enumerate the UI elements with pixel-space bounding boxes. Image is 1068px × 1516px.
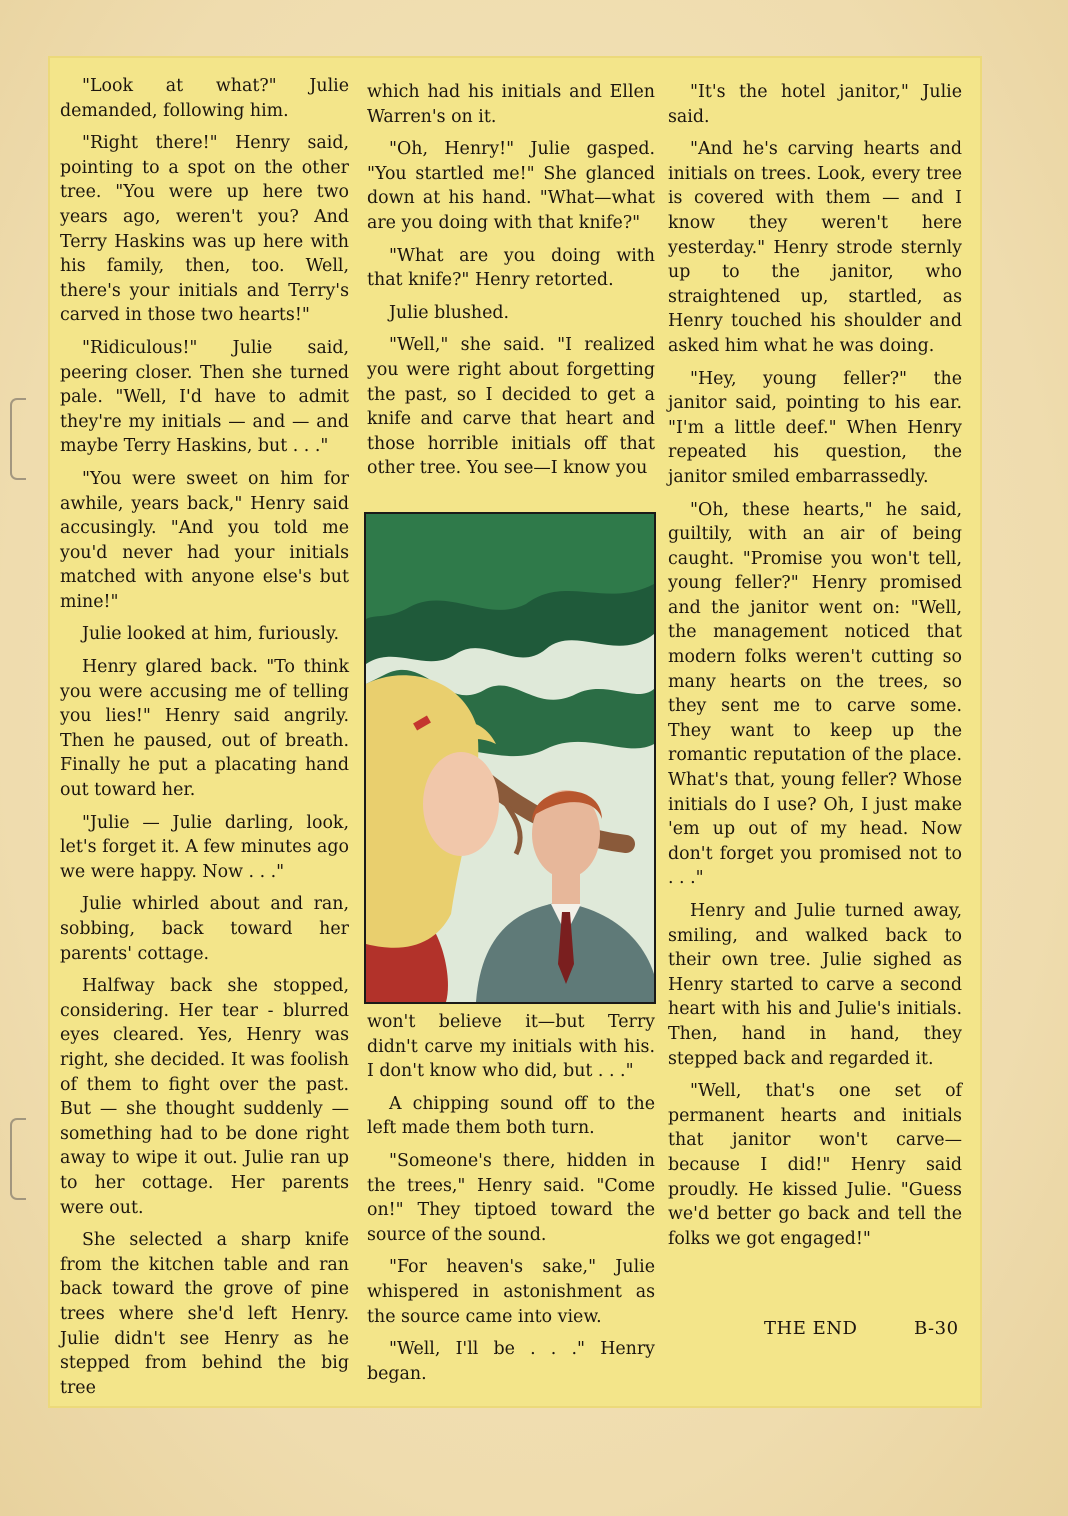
paragraph: "Oh, these hearts," he said, guiltily, with an air of being caught. "Promise you won't tell, young feller?" Henry promised and the janitor went on: "Well, the management noticed that modern folks weren't cutting so many hearts on the trees, so they sent me to carve some. They want to keep up the romantic reputation of the place. What's that, young feller? Whose initials do I use? Oh, I just make 'em up out of my head. Now don't forget you promised not to . . ." (668, 499, 962, 889)
paragraph: won't believe it—but Terry didn't carve my initials with his. I don't know who did, but . . ." (367, 1012, 655, 1082)
paragraph: She selected a sharp knife from the kitchen table and ran back toward the grove of pine trees where she'd left Henry. Julie didn't see Henry as he stepped from behind the big tree (60, 1230, 349, 1398)
text-column-2-top (367, 80, 655, 489)
the-end-label: THE END (764, 1318, 858, 1339)
staple-top (10, 398, 26, 480)
couple-under-tree-illustration (366, 514, 654, 1002)
paragraph: "Well," she said. "I realized you were right about forgetting the past, so I decided to get a knife and carve that heart and those horrible initials off that other tree. You see—I know you (367, 335, 655, 479)
paragraph: Halfway back she stopped, considering. Her tear - blurred eyes cleared. Yes, Henry was right, she decided. It was foolish of them to fight over the past. But — she thought suddenly — something had to be done right away to wipe it out. Julie ran up to her cottage. Her parents were out. (60, 976, 349, 1218)
paragraph: Julie blushed. (389, 302, 510, 323)
paragraph: "For heaven's sake," Julie whispered in astonishment as the source came into view. (367, 1257, 655, 1327)
paragraph: "It's the hotel janitor," Julie said. (668, 82, 962, 127)
paragraph: "You were sweet on him for awhile, years back," Henry said accusingly. "And you told me you'd never had your initials matched with anyone else's but mine!" (60, 468, 349, 612)
page-code: B-30 (914, 1318, 959, 1339)
paragraph: "Someone's there, hidden in the trees," Henry said. "Come on!" They tiptoed toward the source of the sound. (367, 1150, 655, 1245)
paragraph: "Julie — Julie darling, look, let's forget it. A few minutes ago we were happy. Now . . ." (60, 812, 349, 882)
paragraph: Julie whirled about and ran, sobbing, back toward her parents' cottage. (60, 894, 349, 964)
paragraph: "And he's carving hearts and initials on trees. Look, every tree is covered with them — and I know they weren't here yesterday." Henry strode sternly up to the janitor, who straightened up, startled, as Henry touched his shoulder and asked him what he was doing. (668, 139, 962, 356)
text-column-2-bottom (367, 1010, 655, 1394)
paragraph: "Oh, Henry!" Julie gasped. "You startled me!" She glanced down at his hand. "What—what are you doing with that knife?" (367, 139, 655, 233)
paragraph: "Hey, young feller?" the janitor said, pointing to his ear. "I'm a little deef." When Henry repeated his question, the janitor smiled embarrassedly. (668, 368, 962, 487)
paragraph: "Ridiculous!" Julie said, peering closer. Then she turned pale. "Well, I'd have to admit they're my initials — and — and maybe Terry Haskins, but . . ." (60, 337, 349, 457)
paragraph: A chipping sound off to the left made them both turn. (367, 1093, 655, 1139)
paragraph: "What are you doing with that knife?" Henry retorted. (367, 245, 655, 291)
text-column-3 (668, 80, 962, 1259)
paragraph: "Look at what?" Julie demanded, following him. (60, 76, 349, 121)
paragraph: "Well, I'll be . . ." Henry began. (367, 1339, 655, 1384)
paragraph: Julie looked at him, furiously. (82, 624, 340, 645)
paragraph: "Right there!" Henry said, pointing to a spot on the other tree. "You were up here two years ago, weren't you? And Terry Haskins was up here with his family, then, too. Well, there's your initials and Terry's carved in those two hearts!" (60, 133, 349, 326)
illustration-panel (364, 512, 656, 1004)
staple-bottom (10, 1118, 26, 1200)
paragraph: which had his initials and Ellen Warren's on it. (367, 82, 655, 127)
text-column-1 (60, 74, 349, 1408)
paragraph: Henry and Julie turned away, smiling, and walked back to their own tree. Julie sighed as Henry started to carve a second heart with his and Julie's initials. Then, hand in hand, they stepped back and regarded it. (668, 901, 962, 1069)
paragraph: "Well, that's one set of permanent hearts and initials that janitor won't carve—because I did!" Henry said proudly. He kissed Julie. "Guess we'd better go back and tell the folks we got engaged!" (668, 1081, 962, 1249)
paragraph: Henry glared back. "To think you were accusing me of telling you lies!" Henry said angrily. Then he paused, out of breath. Finally he put a placating hand out toward her. (60, 657, 349, 801)
